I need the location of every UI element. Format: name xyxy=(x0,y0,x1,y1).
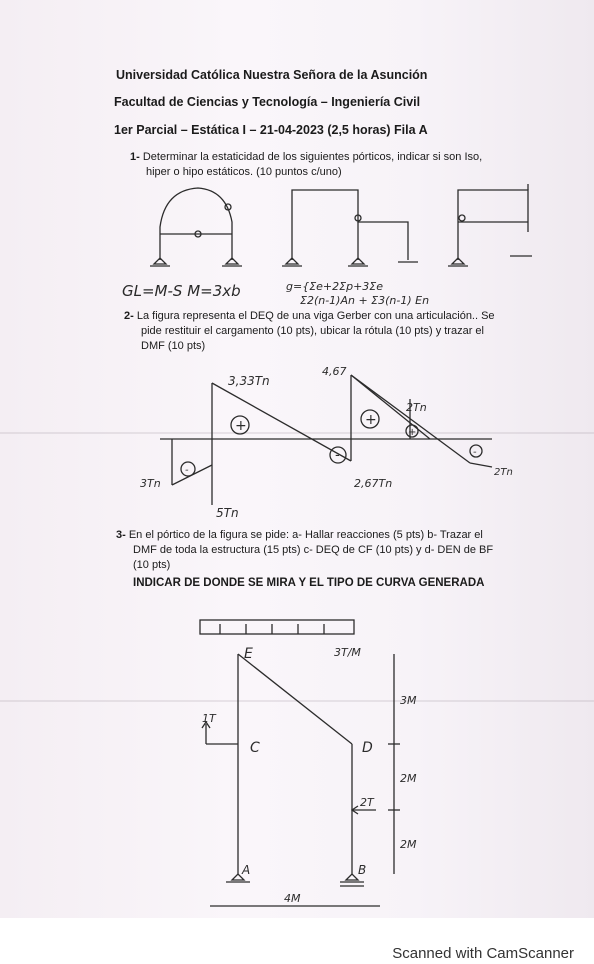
label-load: 3T/M xyxy=(334,646,361,659)
label-force-2T: 2T xyxy=(360,796,374,809)
inclined-member-ED xyxy=(238,654,352,744)
q3-line1: En el pórtico de la figura se pide: a- Hallar reacciones (5 pts) b- Trazar el xyxy=(128,529,483,541)
scanner-watermark: Scanned with CamScanner xyxy=(392,945,574,962)
minus-sign-3: - xyxy=(185,465,189,476)
q1-text xyxy=(130,150,482,164)
q2-line2: pide restituir el cargamento (10 pts), ubicar la rótula (10 pts) y trazar el xyxy=(141,325,484,337)
distributed-load xyxy=(200,620,354,634)
label-v7: 2Tn xyxy=(494,467,513,478)
minus-sign-1: - xyxy=(335,448,340,463)
q1-formula-g-top: g={Σe+2Σp+3Σe xyxy=(286,280,383,293)
label-force-1T: 1T xyxy=(202,712,216,725)
q1-line1: Determinar la estaticidad de los siguientes pórticos, indicar si son Iso, xyxy=(142,151,483,163)
plus-sign-1: + xyxy=(235,418,247,434)
support-B xyxy=(346,874,358,880)
label-dim-h: 4M xyxy=(284,892,301,905)
label-B: B xyxy=(358,863,367,877)
q1-frames-drawing xyxy=(140,182,540,282)
q3-number: 3- xyxy=(116,529,126,541)
frame-portal xyxy=(282,190,418,266)
q3-line2: DMF de toda la estructura (15 pts) c- DEQ de CF (10 pts) y d- DEN de BF xyxy=(133,544,494,556)
label-v3: 2Tn xyxy=(406,401,427,414)
q2-number: 2- xyxy=(124,310,134,322)
label-v5: 5Tn xyxy=(216,506,239,520)
q2-line1: La figura representa el DEQ de una viga Gerber con una articulación.. Se xyxy=(136,310,495,322)
label-v6: 2,67Tn xyxy=(354,477,393,490)
plus-sign-3: + xyxy=(408,427,417,438)
label-v2: 4,67 xyxy=(322,365,347,378)
label-E: E xyxy=(244,646,253,662)
university-title: Universidad Católica Nuestra Señora de la Asunción xyxy=(116,68,428,82)
q1-formula-g-bottom: Σ2(n-1)An + Σ3(n-1) En xyxy=(300,294,430,307)
plus-sign-2: + xyxy=(365,412,377,428)
q3-line3: (10 pts) xyxy=(133,559,171,571)
label-dim-top: 3M xyxy=(400,694,417,707)
q3-note: INDICAR DE DONDE SE MIRA Y EL TIPO DE CURVA GENERADA xyxy=(133,577,485,589)
shear-end xyxy=(470,463,492,467)
label-v1: 3,33Tn xyxy=(228,374,270,388)
label-dim-bot: 2M xyxy=(400,838,417,851)
q3-text xyxy=(116,528,483,542)
label-C: C xyxy=(250,740,260,756)
frame-double xyxy=(448,184,532,266)
label-dim-mid: 2M xyxy=(400,772,417,785)
q1-number: 1- xyxy=(130,151,140,163)
minus-sign-2: - xyxy=(473,447,477,458)
q3-frame-drawing xyxy=(180,612,440,917)
q1-line2: hiper o hipo estáticos. (10 puntos c/uno) xyxy=(146,166,342,178)
q2-text xyxy=(124,309,495,323)
faculty-title: Facultad de Ciencias y Tecnología – Ingeniería Civil xyxy=(114,95,421,109)
q1-formula-gl: GL=M-S M=3xb xyxy=(122,282,241,300)
q2-line3: DMF (10 pts) xyxy=(141,340,206,352)
label-D: D xyxy=(362,740,373,756)
label-A: A xyxy=(242,863,251,877)
shear-line-1 xyxy=(212,383,351,461)
frame-arch xyxy=(150,188,242,266)
exam-title: 1er Parcial – Estática I – 21-04-2023 (2,5 horas) Fila A xyxy=(114,123,428,137)
shear-diagram xyxy=(140,355,540,525)
label-v4: 3Tn xyxy=(140,477,161,490)
